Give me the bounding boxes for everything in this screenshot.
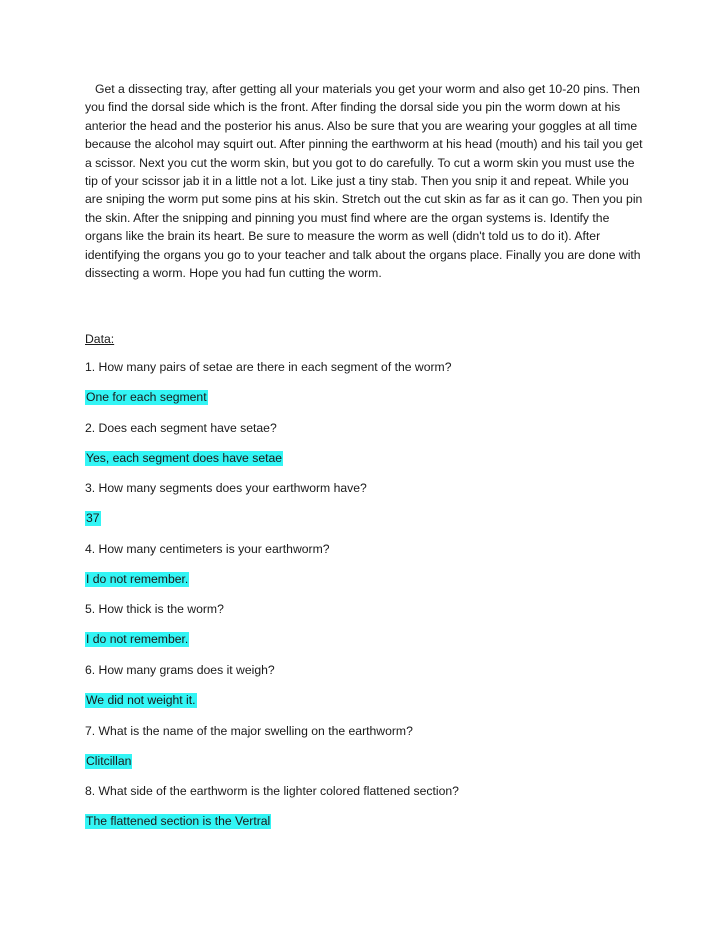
question-7: 7. What is the name of the major swelling on the earthworm? [85, 723, 413, 738]
question-2: 2. Does each segment have setae? [85, 420, 277, 435]
qa-item-2 [85, 419, 645, 480]
question-3: 3. How many segments does your earthworm have? [85, 481, 367, 496]
qa-item-5 [85, 600, 645, 661]
procedure-paragraph: Get a dissecting tray, after getting all your materials you get your worm and also get 10-20 pins. Then you find the dorsal side which is the front. After finding the dorsal side you pin the worm down at his anterior the head and the posterior his anus. Also be sure that you are wearing your goggles at all time because the alcohol may squirt out. After pinning the earthworm at his head (mouth) and his tail you get a scissor. Next you cut the worm skin, but you got to do carefully. To cut a worm skin you must use the tip of your scissor jab it in a little not a lot. Like just a tiny stab. Then you snip it and repeat. While you are sniping the worm put some pins at his skin. Stretch out the cut skin as far as it can go. Then you pin the skin. After the snipping and pinning you must find where are the organ systems is. Identify the organs like the brain its heart. Be sure to measure the worm as well (didn't told us to do it). After identifying the organs you go to your teacher and talk about the organs place. Finally you are done with dissecting a worm. Hope you had fun cutting the worm. [85, 82, 643, 281]
question-8: 8. What side of the earthworm is the lighter colored flattened section? [85, 784, 459, 799]
answer-4: I do not remember. [86, 571, 189, 586]
answer-8: The flattened section is the Vertral [86, 814, 271, 829]
qa-item-7 [85, 722, 645, 783]
answer-5: I do not remember. [86, 632, 189, 647]
answer-3: 37 [86, 511, 100, 526]
qa-item-4 [85, 540, 645, 601]
qa-item-3 [85, 479, 645, 540]
qa-item-6 [85, 661, 645, 722]
question-6: 6. How many grams does it weigh? [85, 662, 275, 677]
question-1: 1. How many pairs of setae are there in each segment of the worm? [85, 360, 452, 374]
question-4: 4. How many centimeters is your earthworm? [85, 541, 330, 556]
qa-item-8 [85, 782, 645, 843]
answer-7: Clitcillan [86, 753, 132, 768]
question-answer-list [85, 358, 645, 843]
answer-1: One for each segment [86, 390, 207, 404]
answer-2: Yes, each segment does have setae [86, 450, 283, 465]
qa-item-1 [85, 358, 645, 419]
data-heading: Data: [85, 332, 115, 346]
answer-6: We did not weight it. [86, 692, 196, 707]
question-5: 5. How thick is the worm? [85, 602, 224, 617]
